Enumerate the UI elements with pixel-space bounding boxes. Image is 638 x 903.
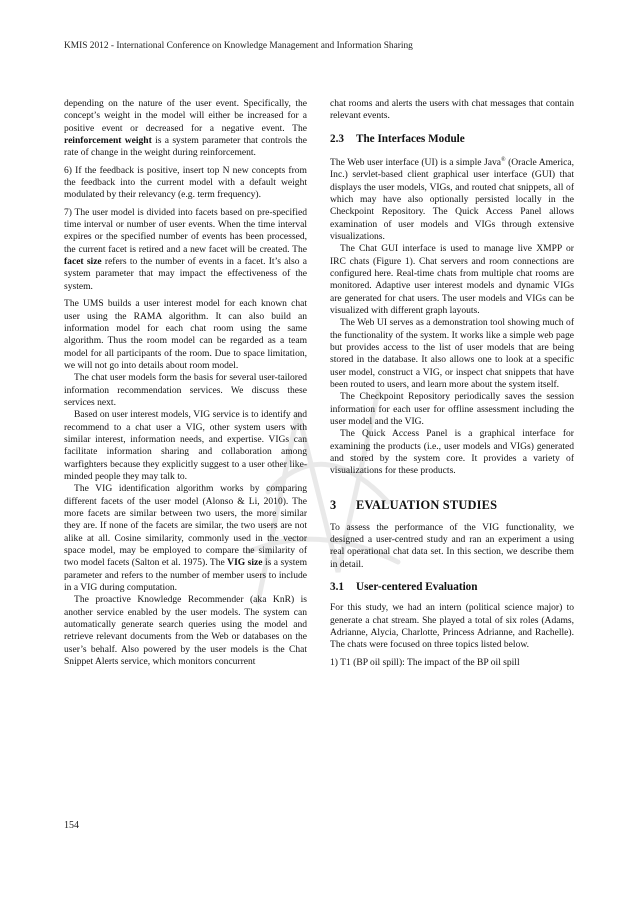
section-heading-3-1: 3.1 User-centered Evaluation (330, 581, 478, 594)
paragraph: The Quick Access Panel is a graphical interface for examining the products (i.e., user models and VIGs) generated and stored by the system core. It provides a variety of visualizations for these products. (330, 428, 574, 477)
paragraph: 1) T1 (BP oil spill): The impact of the BP oil spill (330, 656, 520, 668)
page-number: 154 (64, 820, 79, 831)
paragraph: The UMS builds a user interest model for each known chat user using the RAMA algorithm. It can also build an information model for each chat room using the same algorithm. Thus the room model can be regarded as a team model for all participants of the room. Due to space limitation, we will not go into details about room model. (64, 298, 307, 371)
paragraph: 7) The user model is divided into facets based on pre-specified time interval or number of user events. When the time interval expires or the specified number of events has been processed, the current facet is retired and a new facet will be created. The facet size refers to the number of events in a facet. It’s also a system parameter that may impact the effectiveness of the system. (64, 206, 307, 292)
section-heading-3: 3 EVALUATION STUDIES (330, 497, 498, 512)
paragraph: To assess the performance of the VIG functionality, we designed a user-centred study and ran an experiment a using real operational chat data set. In this section, we describe them in detail. (330, 521, 574, 570)
section-heading-2-3: 2.3 The Interfaces Module (330, 132, 465, 145)
left-column (64, 98, 307, 668)
paragraph: The VIG identification algorithm works by comparing different facets of the user model (Alonso & Li, 2010). The more facets are similar between two users, the more similar they are. If none of the facets are similar, the two users are not alike at all. Cosine similarity, commonly used in the vector space model, may be employed to compare the similarity of two model facets (Salton et al. 1975). The VIG size is a system parameter and refers to the number of member users to include in a VIG during computation. (64, 483, 308, 594)
paragraph: chat rooms and alerts the users with chat messages that contain relevant events. (330, 98, 574, 122)
paragraph: 6) If the feedback is positive, insert top N new concepts from the feedback into the current model with a default weight modulated by their relevancy (e.g. term frequency). (64, 164, 307, 201)
paragraph: The Checkpoint Repository periodically saves the session information for each user for offline assessment including the user model and the VIG. (330, 391, 574, 428)
paragraph: The Web UI serves as a demonstration tool showing much of the functionality of the system. It works like a simple web page but provides access to the list of user models that are being stored in the database. It also allows one to look at a specific user model, construct a VIG, or inspect chat snippets that have been routed to users, and learn more about the system itself. (330, 317, 574, 391)
paragraph: depending on the nature of the user event. Specifically, the concept’s weight in the model will either be increased for a positive event or decreased for a negative event. The reinforcement weight is a system parameter that controls the rate of change in the weight during reinforcement. (64, 98, 307, 159)
right-column (330, 98, 574, 669)
paragraph: The proactive Knowledge Recommender (aka KnR) is another service enabled by the user models. The system can automatically generate search queries using the model and retrieve relevant documents from the Web or databases on the user’s behalf. Also powered by the user models is the Chat Snippet Alerts service, which monitors concurrent (64, 594, 307, 668)
paragraph: The Web user interface (UI) is a simple Java® (Oracle America, Inc.) servlet-based client graphical user interface (GUI) that displays the user models, VIGs, and routed chat snippets, all of which may have also optionally persisted locally in the Checkpoint Repository. The Quick Access Panel allows examination of user models and VIGs through extensive visualizations. (330, 156, 574, 242)
paragraph: The Chat GUI interface is used to manage live XMPP or IRC chats (Figure 1). Chat servers and room connections are configured here. Real-time chats from multiple chat rooms are monitored. Adaptive user interest models and dynamic VIGs are generated for chat users. The user models and VIGs can be visualized with different graph layouts. (330, 243, 574, 316)
paragraph: Based on user interest models, VIG service is to identify and recommend to a chat user a VIG, other system users with similar interest, information needs, and expertise. VIGs can facilitate information sharing and collaboration among warfighters because they explicitly suggest to a user other like-minded people they may talk to. (64, 409, 307, 482)
paragraph: For this study, we had an intern (political science major) to generate a chat stream. She played a total of six roles (Adams, Adrianne, Alycia, Charlotte, Princess Adrianne, and Rachelle). The chats were focused on three topics listed below. (330, 602, 574, 651)
paragraph: The chat user models form the basis for several user-tailored information recommendation services. We discuss these services next. (64, 372, 307, 408)
running-header: KMIS 2012 - International Conference on Knowledge Management and Information Sharing (64, 41, 413, 51)
